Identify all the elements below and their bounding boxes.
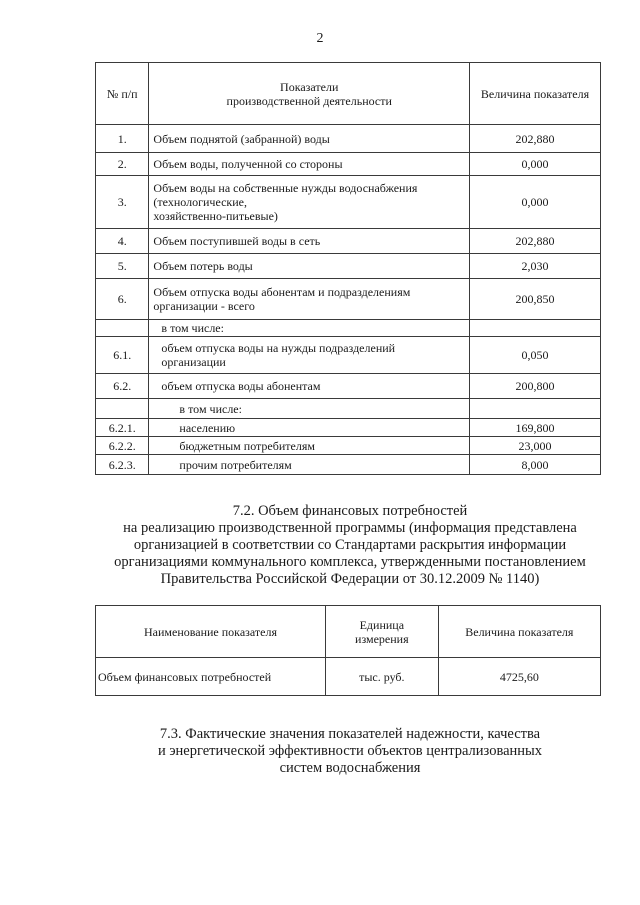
row-name-line: организации (161, 355, 226, 369)
row-value: 0,000 (470, 153, 601, 176)
row-value (470, 399, 601, 419)
section-7-2-line: организациями коммунального комплекса, утвержденными постановлением (114, 554, 586, 570)
page-number: 2 (316, 31, 324, 46)
row-name: в том числе: (149, 320, 470, 337)
row-num (96, 399, 149, 419)
row-name: бюджетным потребителям (149, 437, 470, 455)
header-num: № п/п (96, 63, 149, 125)
row-unit: тыс. руб. (326, 658, 439, 696)
table-row (96, 374, 601, 399)
row-name: Объем воды, полученной со стороны (149, 153, 470, 176)
header-unit (326, 606, 439, 658)
header-indicators-line2: производственной деятельности (226, 93, 392, 108)
row-value: 2,030 (470, 254, 601, 279)
header-indicators (149, 63, 470, 125)
section-7-3-line: и энергетической эффективности объектов централизованных (157, 743, 543, 759)
row-num: 1. (96, 125, 149, 153)
row-name-line: организации - всего (153, 299, 255, 313)
table-row (96, 254, 601, 279)
row-value: 202,880 (470, 229, 601, 254)
row-num: 6.2.2. (96, 437, 149, 455)
row-num: 6. (96, 279, 149, 320)
section-7-2-line: Правительства Российской Федерации от 30.12.2009 № 1140) (160, 571, 540, 587)
table-row (96, 125, 601, 153)
row-value (470, 320, 601, 337)
table-row (96, 455, 601, 475)
row-value: 200,850 (470, 279, 601, 320)
header-indicators-line1: Показатели (280, 79, 339, 94)
section-7-2-line: 7.2. Объем финансовых потребностей (232, 503, 468, 519)
row-value: 8,000 (470, 455, 601, 475)
section-7-3-line: 7.3. Фактические значения показателей надежности, качества (159, 726, 541, 742)
header-value: Величина показателя (438, 606, 600, 658)
row-value: 23,000 (470, 437, 601, 455)
row-num (96, 320, 149, 337)
row-name: Объем финансовых потребностей (96, 658, 326, 696)
section-7-2-title (60, 503, 640, 588)
production-indicators-table (95, 62, 601, 475)
row-num: 6.1. (96, 337, 149, 374)
table-row (96, 320, 601, 337)
row-value: 0,050 (470, 337, 601, 374)
header-indicator-name: Наименование показателя (96, 606, 326, 658)
row-name (149, 337, 470, 374)
table-row (96, 658, 601, 696)
row-name: объем отпуска воды абонентам (149, 374, 470, 399)
row-num: 5. (96, 254, 149, 279)
table-row (96, 337, 601, 374)
row-num: 4. (96, 229, 149, 254)
row-name: прочим потребителям (149, 455, 470, 475)
header-unit-line1: Единица (359, 617, 405, 632)
table-row (96, 176, 601, 229)
row-num: 6.2.1. (96, 419, 149, 437)
row-value: 169,800 (470, 419, 601, 437)
row-value: 0,000 (470, 176, 601, 229)
table-row (96, 153, 601, 176)
table-row (96, 419, 601, 437)
row-num: 3. (96, 176, 149, 229)
row-value: 4725,60 (438, 658, 600, 696)
header-unit-line2: измерения (355, 631, 409, 646)
row-name: Объем поднятой (забранной) воды (149, 125, 470, 153)
table-header-row (96, 63, 601, 125)
row-num: 2. (96, 153, 149, 176)
row-name-line: (технологические, (153, 195, 247, 209)
row-name (149, 176, 470, 229)
table-row (96, 437, 601, 455)
row-name-line: хозяйственно-питьевые) (153, 209, 278, 223)
row-num: 6.2.3. (96, 455, 149, 475)
row-name-line: Объем отпуска воды абонентам и подразделениям (153, 285, 411, 299)
section-7-3-title (60, 726, 640, 777)
section-7-2-line: организацией в соответствии со Стандартами раскрытия информации (133, 537, 567, 553)
row-name: в том числе: (149, 399, 470, 419)
row-name: Объем потерь воды (149, 254, 470, 279)
row-value: 200,800 (470, 374, 601, 399)
row-name: Объем поступившей воды в сеть (149, 229, 470, 254)
row-num: 6.2. (96, 374, 149, 399)
section-7-2-line: на реализацию производственной программы (информация представлена (123, 520, 577, 536)
header-value: Величина показателя (470, 63, 601, 125)
row-name (149, 279, 470, 320)
row-value: 202,880 (470, 125, 601, 153)
row-name-line: объем отпуска воды на нужды подразделений (161, 341, 396, 355)
table-row (96, 229, 601, 254)
table-row (96, 279, 601, 320)
row-name-line: Объем воды на собственные нужды водоснабжения (153, 181, 418, 195)
row-name: населению (149, 419, 470, 437)
financial-needs-table (95, 605, 601, 696)
table-row (96, 399, 601, 419)
section-7-3-line: систем водоснабжения (279, 760, 421, 776)
table-header-row (96, 606, 601, 658)
